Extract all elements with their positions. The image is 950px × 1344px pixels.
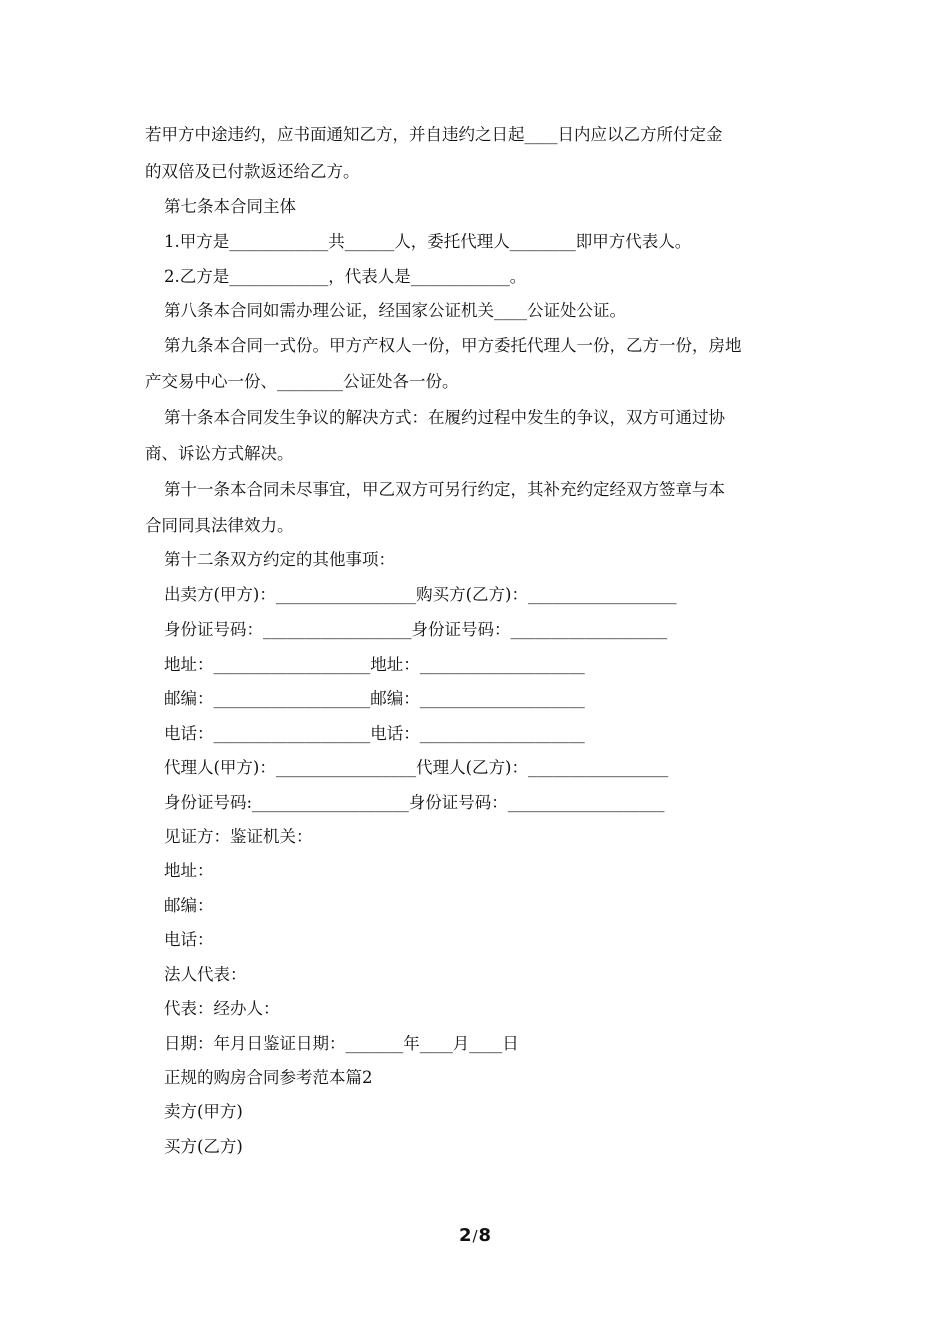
section-heading: 第七条本合同主体: [164, 197, 296, 216]
text-line: 买方(乙方): [164, 1137, 243, 1156]
text-line: 日期：年月日鉴证日期：_______年____月____日: [164, 1034, 519, 1053]
form-field-row: 出卖方(甲方)：_________________购买方(乙方)：__________________: [164, 585, 677, 604]
text-line: 第十条本合同发生争议的解决方式：在履约过程中发生的争议，双方可通过协: [164, 408, 725, 427]
text-line: 2.乙方是____________，代表人是____________。: [164, 267, 527, 286]
text-line: 第十二条双方约定的其他事项：: [164, 550, 395, 569]
text-line: 第十一条本合同未尽事宜，甲乙双方可另行约定，其补充约定经双方签章与本: [164, 480, 725, 499]
text-line: 产交易中心一份、________公证处各一份。: [145, 372, 459, 391]
text-line: 的双倍及已付款返还给乙方。: [145, 162, 360, 181]
form-field-row: 地址：___________________地址：____________________: [164, 655, 585, 674]
text-line: 电话：: [164, 930, 214, 949]
text-line: 邮编：: [164, 896, 214, 915]
text-line: 法人代表：: [164, 965, 247, 984]
text-line: 见证方：鉴证机关：: [164, 827, 313, 846]
page-number: [0, 1224, 950, 1248]
text-line: 合同同具法律效力。: [145, 516, 294, 535]
page-current: 2: [458, 1225, 472, 1246]
text-line: 1.甲方是____________共______人，委托代理人________即甲方代表人。: [164, 232, 692, 251]
form-field-row: 身份证号码：__________________身份证号码：___________________: [164, 620, 668, 639]
text-line: 第八条本合同如需办理公证，经国家公证机关____公证处公证。: [164, 301, 626, 320]
text-line: 代表：经办人：: [164, 999, 280, 1018]
form-field-row: 代理人(甲方)：_________________代理人(乙方)：_________________: [164, 758, 669, 777]
text-line: 若甲方中途违约，应书面通知乙方，并自违约之日起____日内应以乙方所付定金: [145, 125, 723, 144]
text-line: 卖方(甲方): [164, 1102, 243, 1121]
text-line: 第九条本合同一式份。甲方产权人一份，甲方委托代理人一份，乙方一份，房地: [164, 336, 742, 355]
text-line: 商、诉讼方式解决。: [145, 444, 294, 463]
page-separator: /: [472, 1227, 478, 1245]
page-total: 8: [478, 1225, 492, 1246]
form-field-row: 邮编：___________________邮编：____________________: [164, 689, 585, 708]
form-field-row: 身份证号码:___________________身份证号码：___________________: [164, 793, 665, 812]
text-line: 地址：: [164, 861, 214, 880]
section-title: 正规的购房合同参考范本篇2: [164, 1068, 373, 1087]
form-field-row: 电话：___________________电话：____________________: [164, 724, 585, 743]
